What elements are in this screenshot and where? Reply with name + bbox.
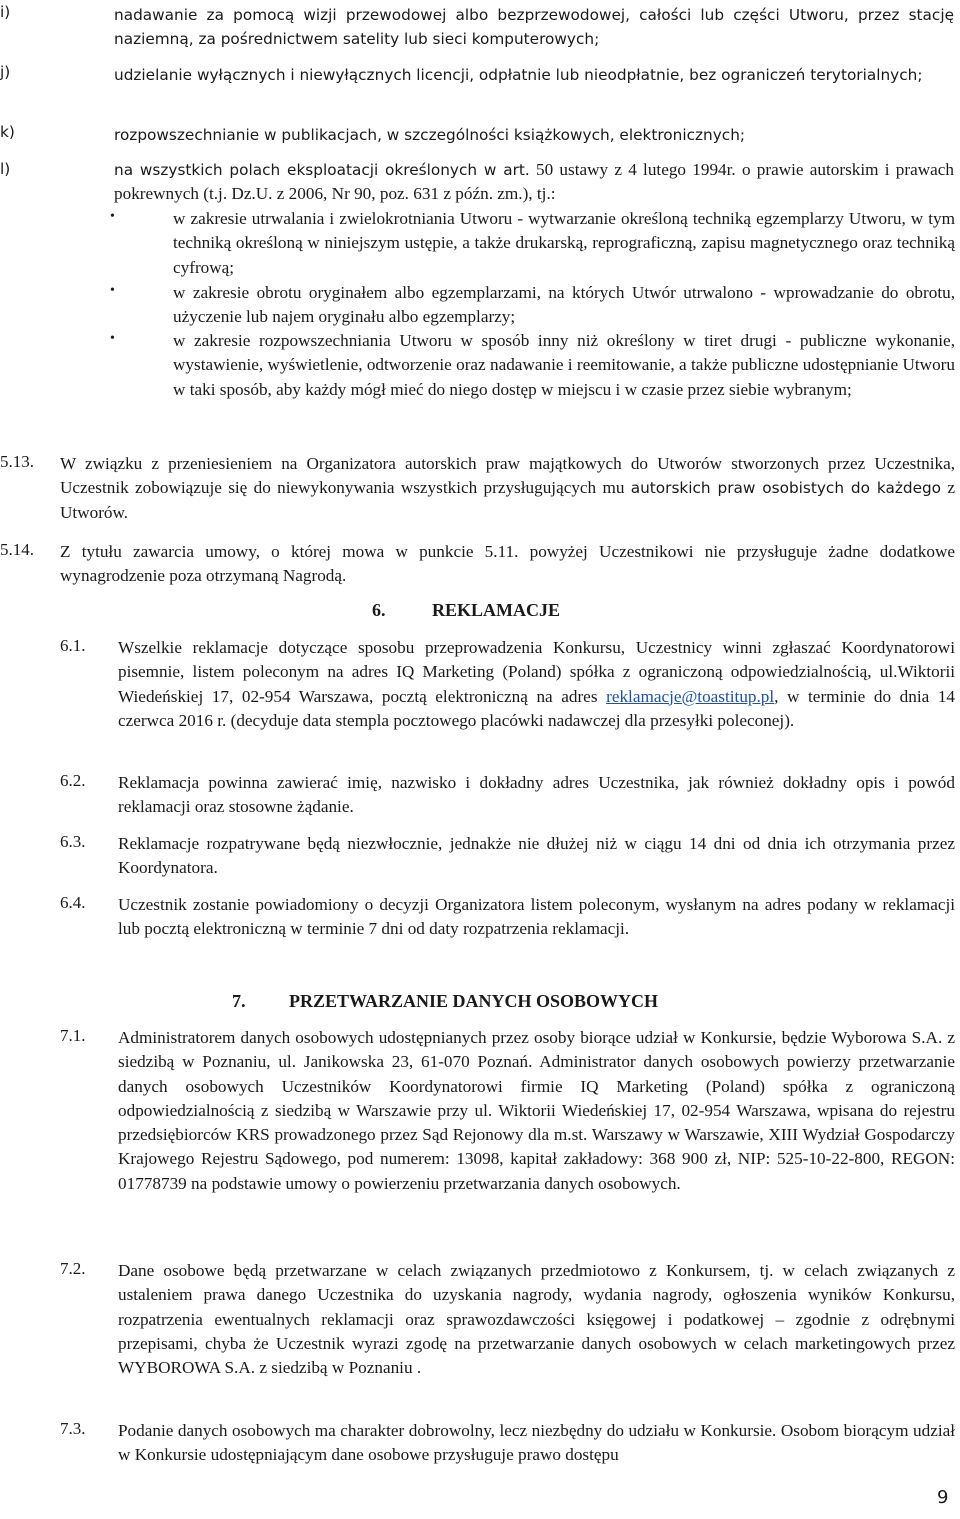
- list-label-j: j): [0, 63, 11, 81]
- section-label-7-2: 7.2.: [60, 1259, 86, 1278]
- section-5-13-part-b: autorskich praw osobistych do każdego: [630, 479, 942, 498]
- section-6-3: Reklamacje rozpatrywane będą niezwłocznie, jednakże nie dłużej niż w ciągu 14 dni od dnia ich otrzymania przez Koordynatora.: [118, 834, 955, 878]
- list-item-l: [114, 158, 954, 207]
- list-label-i: i): [0, 3, 11, 21]
- section-label-6-3: 6.3.: [60, 832, 86, 851]
- page-number: 9: [937, 1487, 949, 1508]
- bullet-item-2: w zakresie obrotu oryginałem albo egzemplarzami, na których Utwór utrwalono - wprowadzanie do obrotu, użyczenie lub najem oryginału albo egzemplarzy;: [173, 283, 955, 327]
- bullet-icon: •: [110, 331, 115, 346]
- section-6-1-part-b: , w terminie do dnia 14 czerwca 2016 r. (decyduje data stempla pocztowego placówki nadawczej dla przesyłki poleconej).: [118, 686, 956, 730]
- email-link[interactable]: reklamacje@toastitup.pl: [606, 686, 775, 706]
- section-6-2: Reklamacja powinna zawierać imię, nazwisko i dokładny adres Uczestnika, jak również dokładny opis i powód reklamacji oraz stosowne żądanie.: [118, 773, 955, 817]
- section-6-1: [118, 636, 955, 733]
- section-label-6-1: 6.1.: [60, 636, 86, 655]
- section-5-13: [60, 452, 955, 525]
- section-label-6-4: 6.4.: [60, 893, 86, 912]
- section-label-5-14: 5.14.: [0, 540, 34, 559]
- section-6-4: Uczestnik zostanie powiadomiony o decyzji Organizatora listem poleconym, wysłanym na adres podany w reklamacji lub pocztą elektroniczną w terminie 7 dni od daty rozpatrzenia reklamacji.: [118, 895, 955, 939]
- list-item-l-part-a: na wszystkich polach eksploatacji określonych w art.: [114, 161, 530, 179]
- list-label-k: k): [0, 123, 15, 141]
- section-label-6-2: 6.2.: [60, 771, 86, 790]
- bullet-icon: •: [110, 209, 115, 224]
- list-item-i: nadawanie za pomocą wizji przewodowej albo bezprzewodowej, całości lub części Utworu, przez stację naziemną, za pośrednictwem satelity lub sieci komputerowych;: [114, 6, 954, 49]
- list-item-l-part-b: 50 ustawy z 4 lutego 1994r. o prawie autorskim i prawach pokrewnych (t.j. Dz.U. z 2006, Nr 90, poz. 631 z późn. zm.), tj.:: [114, 160, 955, 204]
- section-label-7-1: 7.1.: [60, 1026, 86, 1045]
- section-7-2: Dane osobowe będą przetwarzane w celach związanych przedmiotowo z Konkursem, tj. w celach związanych z ustaleniem prawa danego Uczestnika do uzyskania nagrody, wydania nagrody, ogłoszenia wyników Konkursu, rozpatrzenia ewentualnych reklamacji oraz sprawozdawczości księgowej i podatkowej – zgodnie z odrębnymi przepisami, chyba że Uczestnik wyrazi zgodę na przetwarzanie danych osobowych w celach marketingowych przez WYBOROWA S.A. z siedzibą w Poznaniu .: [118, 1261, 955, 1378]
- section-heading-6-number: 6.: [372, 600, 386, 620]
- bullet-item-3: w zakresie rozpowszechniania Utworu w sposób inny niż określony w tiret drugi - publiczne wykonanie, wystawienie, wyświetlenie, odtworzenie oraz nadawanie i reemitowanie, a także publiczne udostępnianie Utworu w taki sposób, aby każdy mógł mieć do niego dostęp w miejscu i w czasie przez siebie wybranym;: [173, 331, 955, 399]
- section-7-1: Administratorem danych osobowych udostępnianych przez osoby biorące udział w Konkursie, będzie Wyborowa S.A. z siedzibą w Poznaniu, ul. Janikowska 23, 61-070 Poznań. Administrator danych osobowych powierzy przetwarzanie danych osobowych Uczestników Koordynatorowi firmie IQ Marketing (Poland) spółka z ograniczoną odpowiedzialnością z siedzibą w Warszawie przy ul. Wiktorii Wiedeńskiej 17, 02-954 Warszawa, wpisana do rejestru przedsiębiorców KRS prowadzonego przez Sąd Rejonowy dla m.st. Warszawy w Warszawie, XIII Wydział Gospodarczy Krajowego Rejestru Sądowego, pod numerem: 13098, kapitał zakładowy: 368 900 zł, NIP: 525-10-22-800, REGON: 01778739 na podstawie umowy o powierzeniu przetwarzania danych osobowych.: [118, 1028, 955, 1193]
- list-item-k: rozpowszechnianie w publikacjach, w szczególności książkowych, elektronicznych;: [114, 126, 746, 144]
- section-5-13-part-c: z Utworów.: [60, 478, 955, 522]
- section-label-7-3: 7.3.: [60, 1419, 86, 1438]
- section-heading-6: REKLAMACJE: [432, 600, 561, 620]
- list-label-l: l): [0, 160, 11, 178]
- list-item-j: udzielanie wyłącznych i niewyłącznych licencji, odpłatnie lub nieodpłatnie, bez ograniczeń terytorialnych;: [114, 66, 923, 84]
- bullet-icon: •: [110, 283, 115, 298]
- section-heading-7-number: 7.: [232, 991, 246, 1011]
- section-heading-7: PRZETWARZANIE DANYCH OSOBOWYCH: [289, 991, 659, 1011]
- bullet-item-1: w zakresie utrwalania i zwielokrotniania Utworu - wytwarzanie określoną techniką egzemplarzy Utworu, w tym techniką określoną w niniejszym ustępie, a także drukarską, reprograficzną, zapisu magnetycznego oraz techniką cyfrową;: [173, 209, 955, 277]
- section-label-5-13: 5.13.: [0, 452, 34, 471]
- section-6-1-part-a: Wszelkie reklamacje dotyczące sposobu przeprowadzenia Konkursu, Uczestnicy winni zgłaszać Koordynatorowi pisemnie, listem poleconym na adres IQ Marketing (Poland) spółka z ograniczoną odpowiedzialnością, ul.Wiktorii Wiedeńskiej 17, 02-954 Warszawa, pocztą elektroniczną na adres: [118, 638, 955, 706]
- section-7-3: Podanie danych osobowych ma charakter dobrowolny, lecz niezbędny do udziału w Konkursie. Osobom biorącym udział w Konkursie udostępniającym dane osobowe przysługuje prawo dostępu: [118, 1421, 955, 1465]
- section-5-14: Z tytułu zawarcia umowy, o której mowa w punkcie 5.11. powyżej Uczestnikowi nie przysługuje żadne dodatkowe wynagrodzenie poza otrzymaną Nagrodą.: [60, 542, 955, 586]
- section-5-13-part-a: W związku z przeniesieniem na Organizatora autorskich praw majątkowych do Utworów stworzonych przez Uczestnika, Uczestnik zobowiązuje się do niewykonywania wszystkich przysługujących mu: [60, 454, 955, 498]
